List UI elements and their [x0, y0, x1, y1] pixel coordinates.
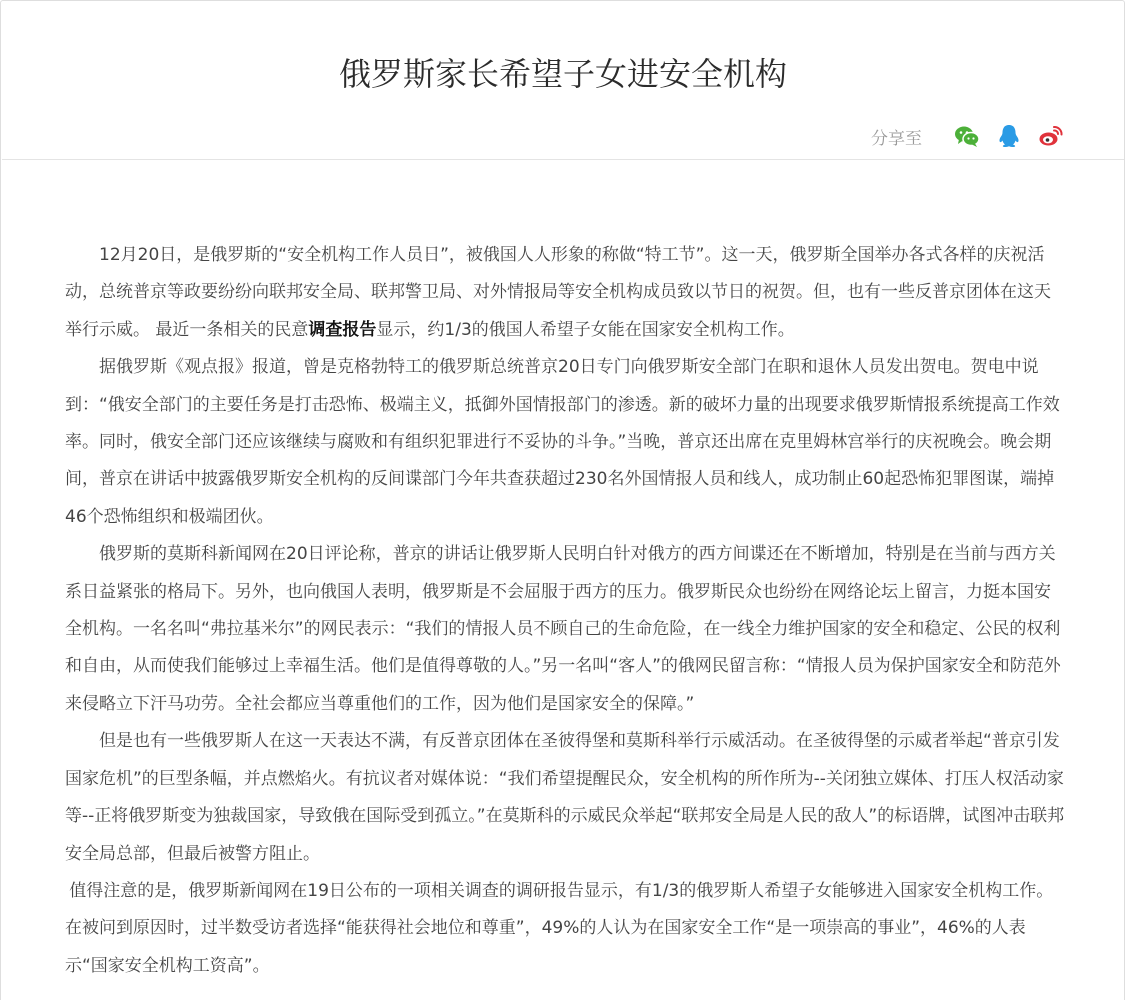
paragraph-3: 俄罗斯的莫斯科新闻网在20日评论称，普京的讲话让俄罗斯人民明白针对俄方的西方间谍还在不断增加，特别是在当前与西方关系日益紧张的格局下。另外，也向俄国人表明，俄罗斯是不会屈服于西方的压力。俄罗斯民众也纷纷在网络论坛上留言，力挺本国安全机构。一名名叫“弗拉基米尔”的网民表示：“我们的情报人员不顾自己的生命危险，在一线全力维护国家的安全和稳定、公民的权利和自由，从而使我们能够过上幸福生活。他们是值得尊敬的人。”另一名叫“客人”的俄网民留言称：“情报人员为保护国家安全和防范外来侵略立下汗马功劳。全社会都应当尊重他们的工作，因为他们是国家安全的保障。”	[65, 544, 1061, 714]
article-header	[2, 2, 1124, 160]
share-bar	[871, 120, 1064, 152]
page-title: 俄罗斯家长希望子女进安全机构	[338, 55, 787, 93]
share-label: 分享至	[871, 128, 922, 149]
survey-report-link[interactable]: 调查报告	[308, 319, 377, 340]
qq-icon[interactable]	[996, 123, 1022, 149]
paragraph-5: 值得注意的是，俄罗斯新闻网在19日公布的一项相关调查的调研报告显示，有1/3的俄罗斯人希望子女能够进入国家安全机构工作。在被问到原因时，过半数受访者选择“能获得社会地位和尊重”，49%的人认为在国家安全工作“是一项崇高的事业”，46%的人表示“国家安全机构工资高”。	[65, 880, 1054, 976]
wechat-icon[interactable]	[954, 123, 980, 149]
paragraph-2: 据俄罗斯《观点报》报道，曾是克格勃特工的俄罗斯总统普京20日专门向俄罗斯安全部门在职和退休人员发出贺电。贺电中说到：“俄安全部门的主要任务是打击恐怖、极端主义，抵御外国情报部门的渗透。新的破坏力量的出现要求俄罗斯情报系统提高工作效率。同时，俄安全部门还应该继续与腐败和有组织犯罪进行不妥协的斗争。”当晚，普京还出席在克里姆林宫举行的庆祝晚会。晚会期间，普京在讲话中披露俄罗斯安全机构的反间谍部门今年共查获超过230名外国情报人员和线人，成功制止60起恐怖犯罪图谋，端掉46个恐怖组织和极端团伙。	[65, 357, 1060, 527]
article-body	[65, 237, 1065, 985]
paragraph-4: 但是也有一些俄罗斯人在这一天表达不满，有反普京团体在圣彼得堡和莫斯科举行示威活动。在圣彼得堡的示威者举起“普京引发国家危机”的巨型条幅，并点燃焰火。有抗议者对媒体说：“我们希望提醒民众，安全机构的所作所为--关闭独立媒体、打压人权活动家等--正将俄罗斯变为独裁国家，导致俄在国际受到孤立。”在莫斯科的示威民众举起“联邦安全局是人民的敌人”的标语牌，试图冲击联邦安全局总部，但最后被警方阻止。	[65, 731, 1065, 864]
weibo-icon[interactable]	[1038, 123, 1064, 149]
paragraph-1: 12月20日，是俄罗斯的“安全机构工作人员日”，被俄国人人形象的称做“特工节”。这一天，俄罗斯全国举办各式各样的庆祝活动，总统普京等政要纷纷向联邦安全局、联邦警卫局、对外情报局等安全机构成员致以节日的祝贺。但，也有一些反普京团体在这天举行示威。 最近一条相关的民意调查报告显示，约1/3的俄国人希望子女能在国家安全机构工作。	[65, 245, 1051, 340]
